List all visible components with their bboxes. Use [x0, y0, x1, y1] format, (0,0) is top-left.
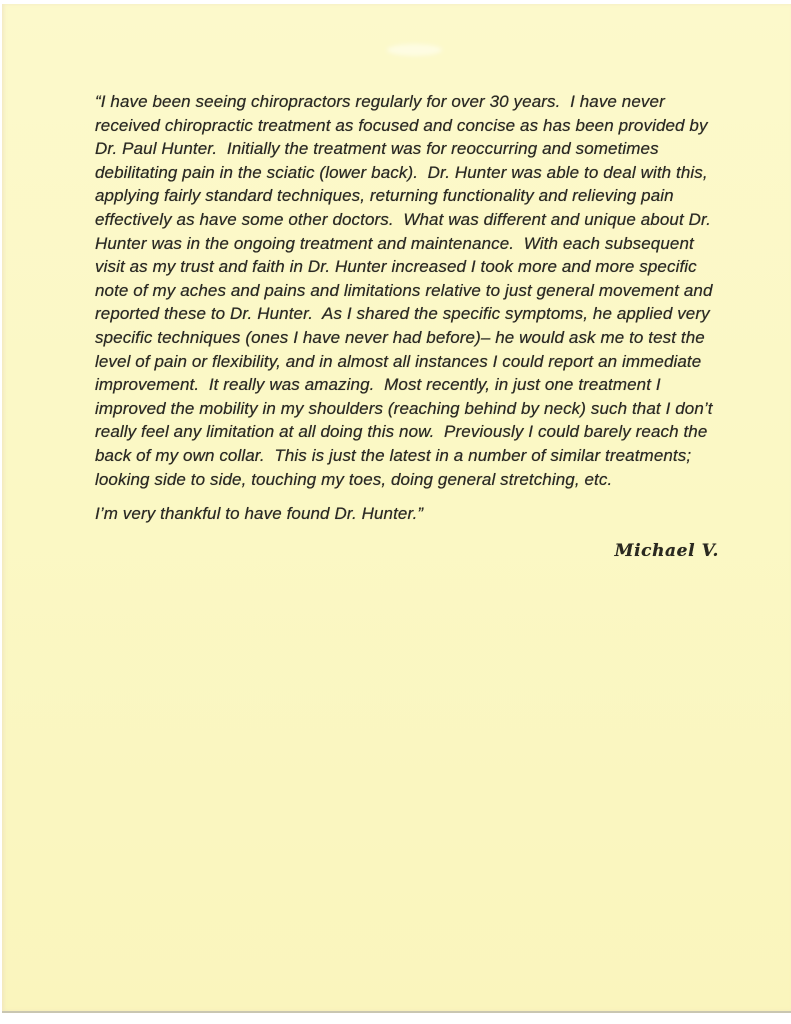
letter-content	[95, 90, 729, 561]
signature: Michael V.	[614, 540, 719, 561]
scan-smudge	[387, 44, 442, 56]
testimonial-paragraph: “I have been seeing chiropractors regularly for over 30 years. I have never received chiropractic treatment as focused and concise as has been provided by Dr. Paul Hunter. Initially the treatment was for reoccurring and sometimes debilitating pain in the sciatic (lower back). Dr. Hunter was able to deal with this, applying fairly standard techniques, returning functionality and relieving pain effectively as have some other doctors. What was different and unique about Dr. Hunter was in the ongoing treatment and maintenance. With each subsequent visit as my trust and faith in Dr. Hunter increased I took more and more specific note of my aches and pains and limitations relative to just general movement and reported these to Dr. Hunter. As I shared the specific symptoms, he applied very specific techniques (ones I have never had before)– he would ask me to test the level of pain or flexibility, and in almost all instances I could report an immediate improvement. It really was amazing. Most recently, in just one treatment I improved the mobility in my shoulders (reaching behind by neck) such that I don’t really feel any limitation at all doing this now. Previously I could barely reach the back of my own collar. This is just the latest in a number of similar treatments; looking side to side, touching my toes, doing general stretching, etc.	[95, 92, 713, 489]
testimonial-closing-line: I’m very thankful to have found Dr. Hunter.”	[95, 504, 424, 524]
paper-sheet	[2, 4, 791, 1013]
